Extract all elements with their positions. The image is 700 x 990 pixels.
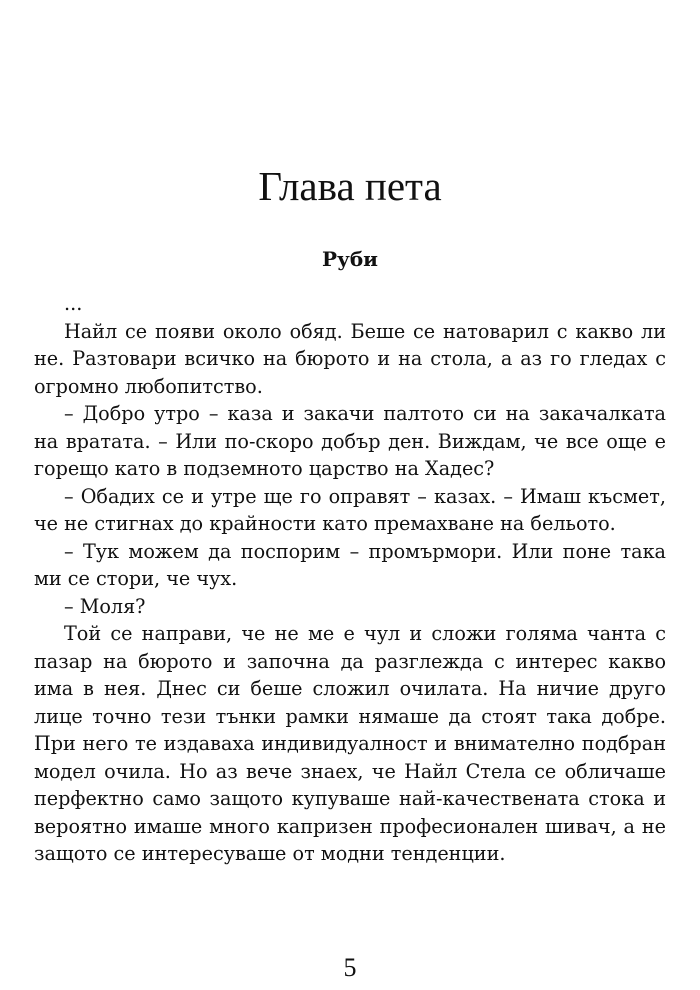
paragraph: – Добро утро – каза и закачи палтото си на закачалката на вратата. – Или по-скоро добър ден. Виждам, че все още е горещо като в подземното царство на Хадес?	[34, 402, 666, 480]
paragraph: – Тук можем да поспорим – промърмори. Или поне така ми се стори, че чух.	[34, 539, 666, 590]
section-title: Руби	[321, 247, 378, 271]
body-text	[34, 290, 666, 868]
paragraph: ...	[64, 292, 83, 315]
paragraph: Той се направи, че не ме е чул и сложи голяма чанта с пазар на бюрото и започна да разглежда с интерес какво има в нея. Днес си беше сложил очилата. На ничие друго лице точно тези тънки рамки нямаше да стоят така добре. При него те издаваха индивидуалност и внимателно подбран модел очила. Но аз вече знаех, че Найл Стела се обличаше перфектно само защото купуваше най-качествената стока и вероятно имаше много капризен професионален шивач, а не защото се интересуваше от модни тенденции.	[34, 622, 666, 865]
paragraph: Найл се появи около обяд. Беше се натоварил с какво ли не. Разтовари всичко на бюрото и на стола, а аз го гледах с огромно любопитство.	[34, 319, 666, 398]
chapter-title: Глава пета	[258, 163, 442, 209]
page-number: 5	[343, 953, 357, 982]
paragraph: – Обадих се и утре ще го оправят – казах. – Имаш късмет, че не стигнах до крайности като премахване на бельото.	[34, 484, 666, 535]
paragraph: – Моля?	[64, 594, 146, 618]
